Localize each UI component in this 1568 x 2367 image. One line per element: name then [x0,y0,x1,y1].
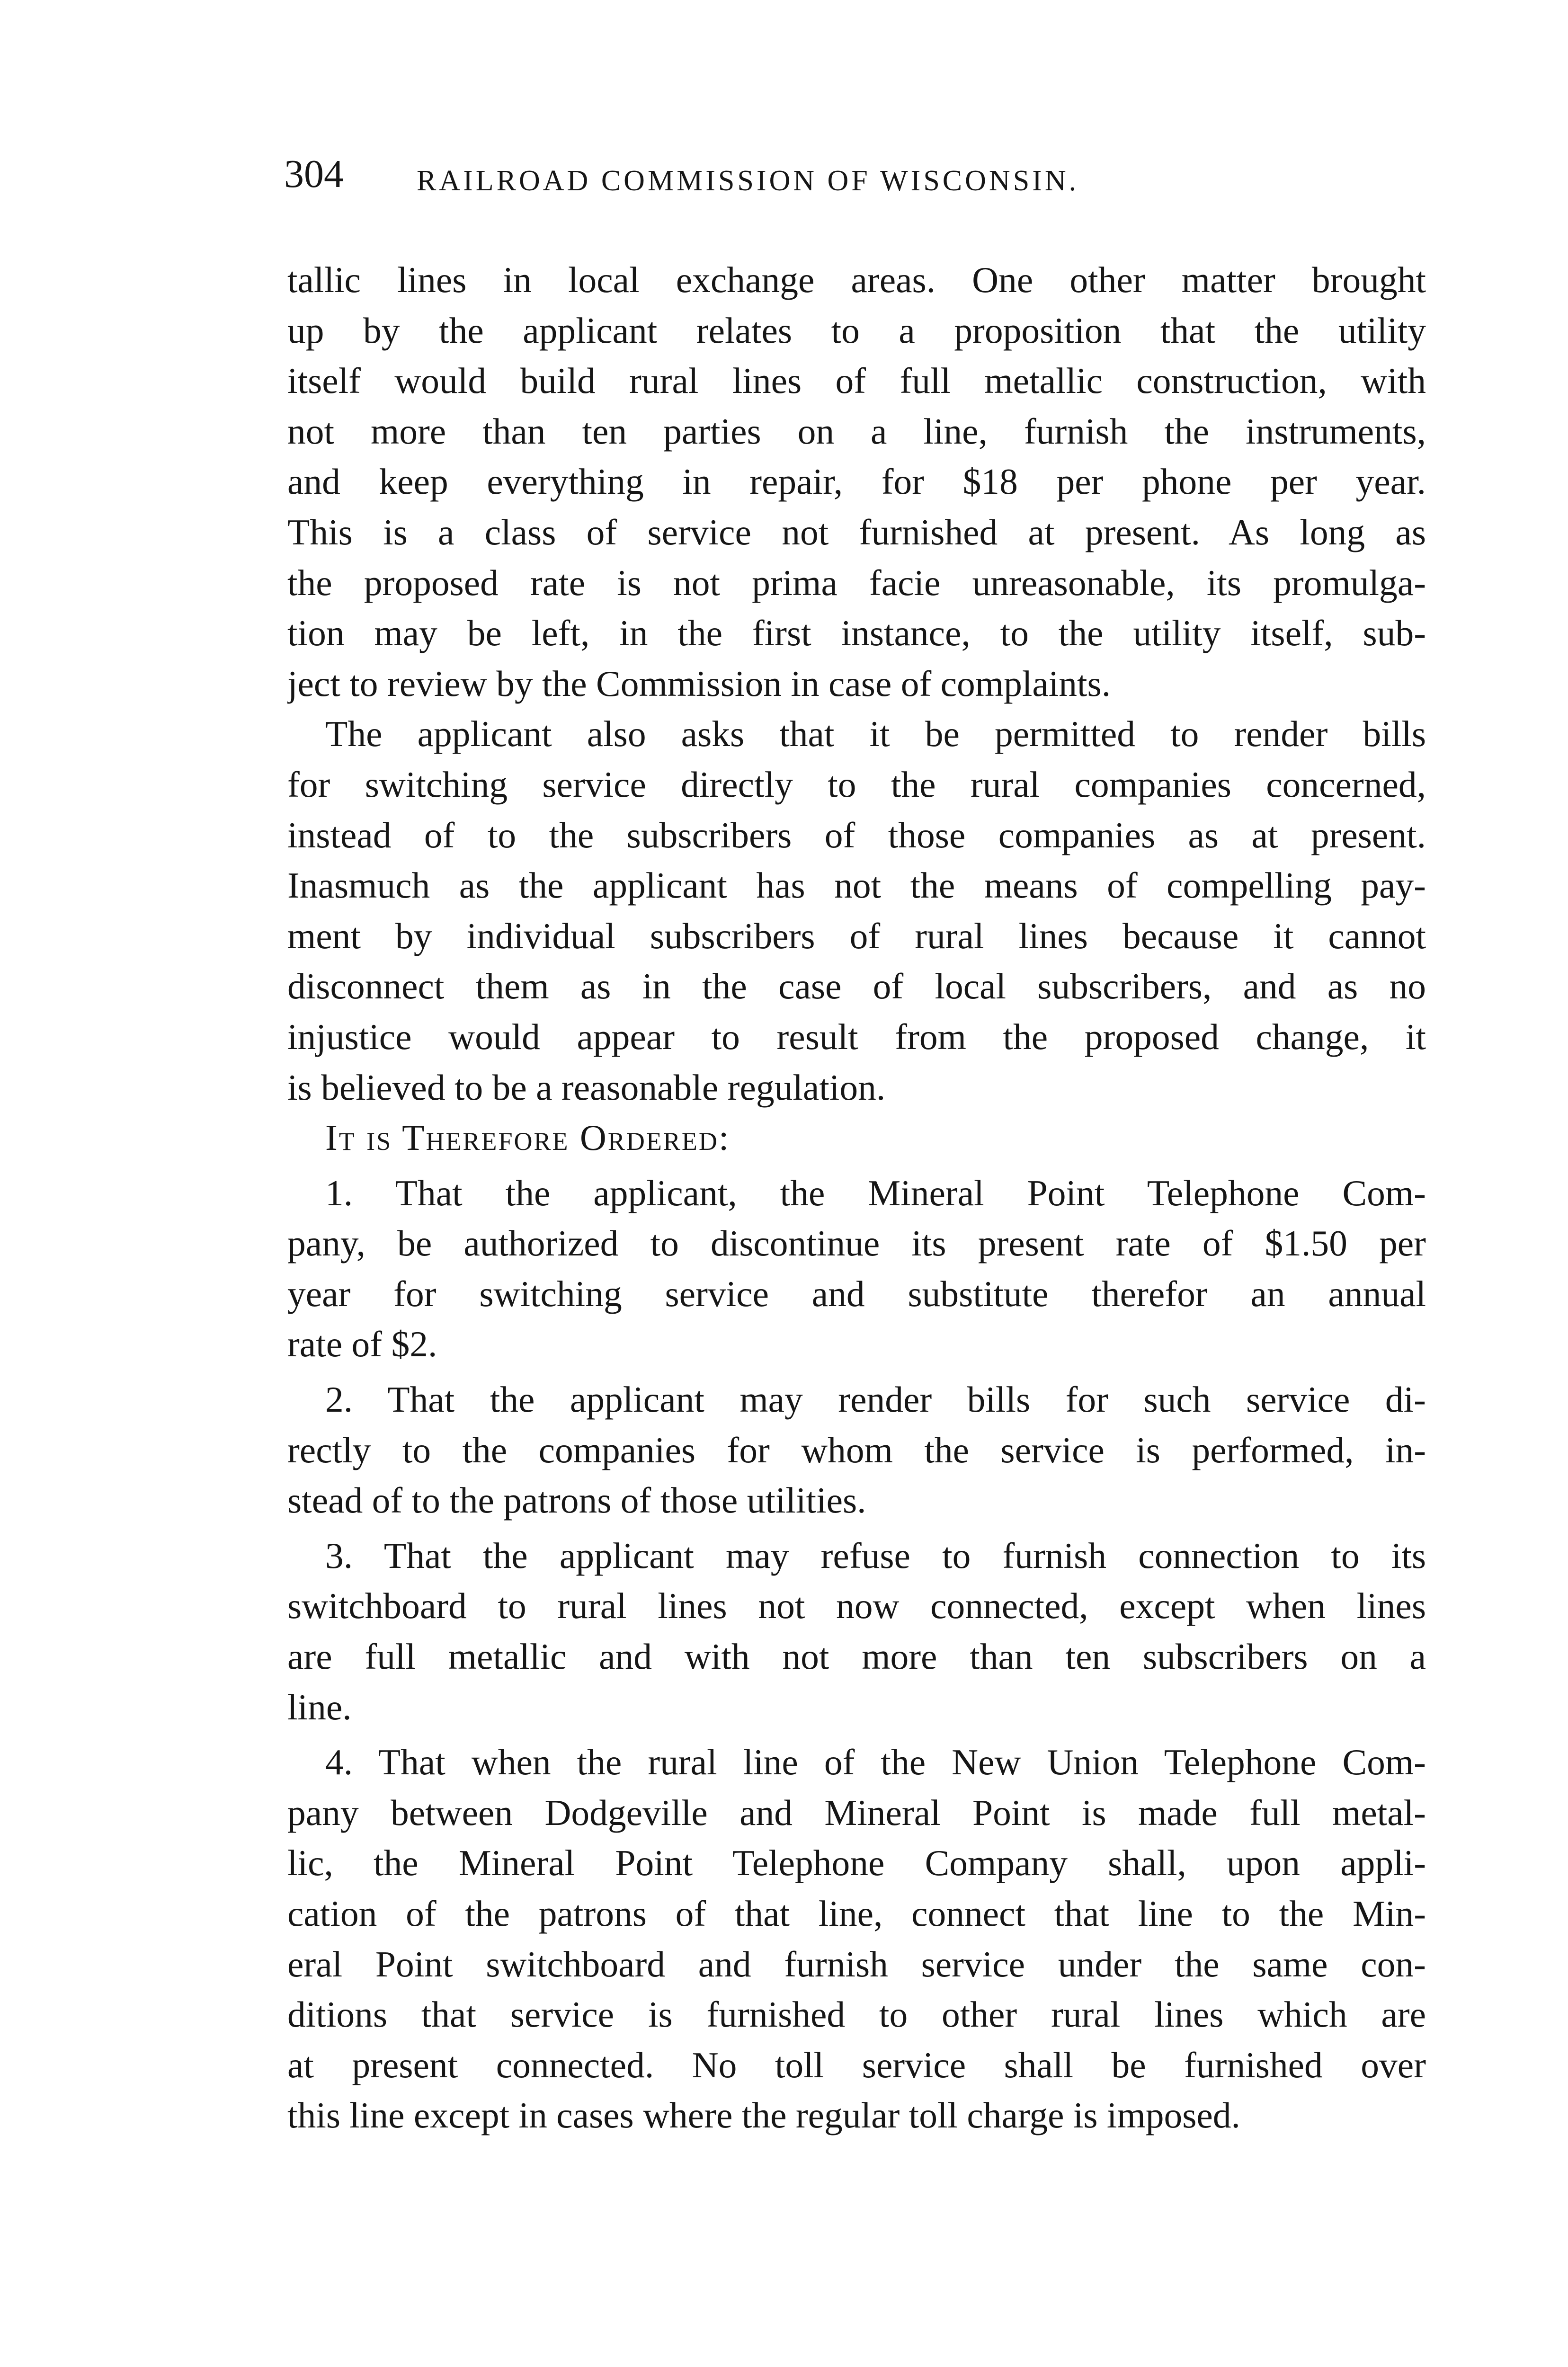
text-line: pany between Dodgeville and Mineral Point is made full metal- [287,1792,1426,1833]
text-line: year for switching service and substitute therefor an annual [287,1273,1426,1314]
text-line: disconnect them as in the case of local subscribers, and as no [287,966,1426,1007]
text-line: cation of the patrons of that line, connect that line to the Min- [287,1893,1426,1934]
spacer [287,1370,1426,1374]
text-line: pany, be authorized to discontinue its present rate of $1.50 per [287,1223,1426,1264]
text-line: at present connected. No toll service shall be furnished over [287,2044,1426,2085]
text-line: ment by individual subscribers of rural lines because it cannot [287,915,1426,956]
running-head [284,151,1420,203]
text-line: are full metallic and with not more than ten subscribers on a [287,1636,1426,1677]
text-line: 3. That the applicant may refuse to furnish connection to its [325,1535,1426,1576]
text-line: rectly to the companies for whom the service is performed, in- [287,1429,1426,1470]
text-line: This is a class of service not furnished at present. As long as [287,511,1426,552]
text-line: up by the applicant relates to a proposition that the utility [287,310,1426,351]
order-item-1 [287,1168,1426,1370]
text-line: lic, the Mineral Point Telephone Company shall, upon appli- [287,1842,1426,1884]
text-line: The applicant also asks that it be permitted to render bills [325,713,1426,755]
text-line: the proposed rate is not prima facie unreasonable, its promulga- [287,562,1426,603]
text-line: tallic lines in local exchange areas. One other matter brought [287,259,1426,300]
text-line: switchboard to rural lines not now connected, except when lines [287,1585,1426,1627]
order-item-3 [287,1531,1426,1732]
text-line: instead of to the subscribers of those companies as at present. [287,814,1426,855]
text-line: ject to review by the Commission in case of complaints. [287,663,1111,704]
paragraph-billing [287,709,1426,1112]
text-line: line. [287,1686,352,1727]
page-number: 304 [284,152,344,196]
spacer [287,1732,1426,1737]
spacer [287,1526,1426,1531]
spacer [287,1163,1426,1168]
text-line: for switching service directly to the rural companies concerned, [287,764,1426,805]
order-item-2 [287,1374,1426,1526]
order-heading: It is Therefore Ordered: [325,1117,731,1158]
text-line: rate of $2. [287,1324,437,1365]
text-line: tion may be left, in the first instance, to the utility itself, sub- [287,613,1426,654]
body-text [287,255,1426,2141]
text-line: 2. That the applicant may render bills for such service di- [325,1379,1426,1420]
text-line: stead of to the patrons of those utilities. [287,1480,866,1521]
text-line: injustice would appear to result from the proposed change, it [287,1016,1426,1057]
text-line: ditions that service is furnished to other rural lines which are [287,1994,1426,2035]
text-line: 4. That when the rural line of the New Union Telephone Com- [325,1742,1426,1783]
text-line: Inasmuch as the applicant has not the means of compelling pay- [287,865,1426,906]
text-line: not more than ten parties on a line, furnish the instruments, [287,410,1426,452]
text-line: is believed to be a reasonable regulation. [287,1067,886,1108]
text-line: this line except in cases where the regular toll charge is imposed. [287,2095,1240,2136]
running-title: RAILROAD COMMISSION OF WISCONSIN. [417,165,1079,197]
order-item-4 [287,1737,1426,2141]
text-line: 1. That the applicant, the Mineral Point Telephone Com- [325,1172,1426,1213]
text-line: and keep everything in repair, for $18 per phone per year. [287,461,1426,502]
text-line: eral Point switchboard and furnish service under the same con- [287,1943,1426,1984]
paragraph-continuation [287,255,1426,709]
text-line: itself would build rural lines of full metallic construction, with [287,360,1426,401]
